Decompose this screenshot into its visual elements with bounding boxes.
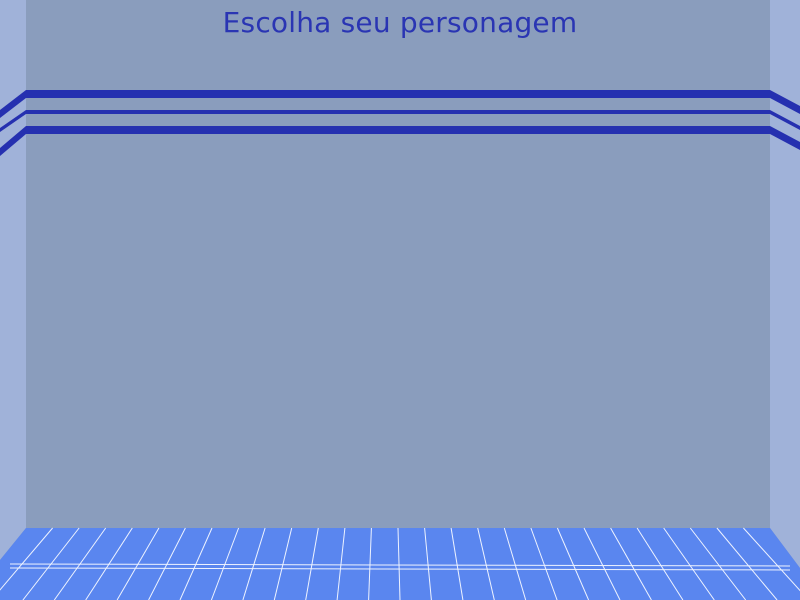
screen-title: Escolha seu personagem — [222, 6, 578, 39]
right-side-wall — [770, 0, 800, 568]
trim-stripe-top — [26, 90, 770, 98]
trim-stripe-middle — [26, 110, 770, 114]
left-side-wall — [0, 0, 26, 560]
trim-stripe-bottom — [26, 126, 770, 134]
